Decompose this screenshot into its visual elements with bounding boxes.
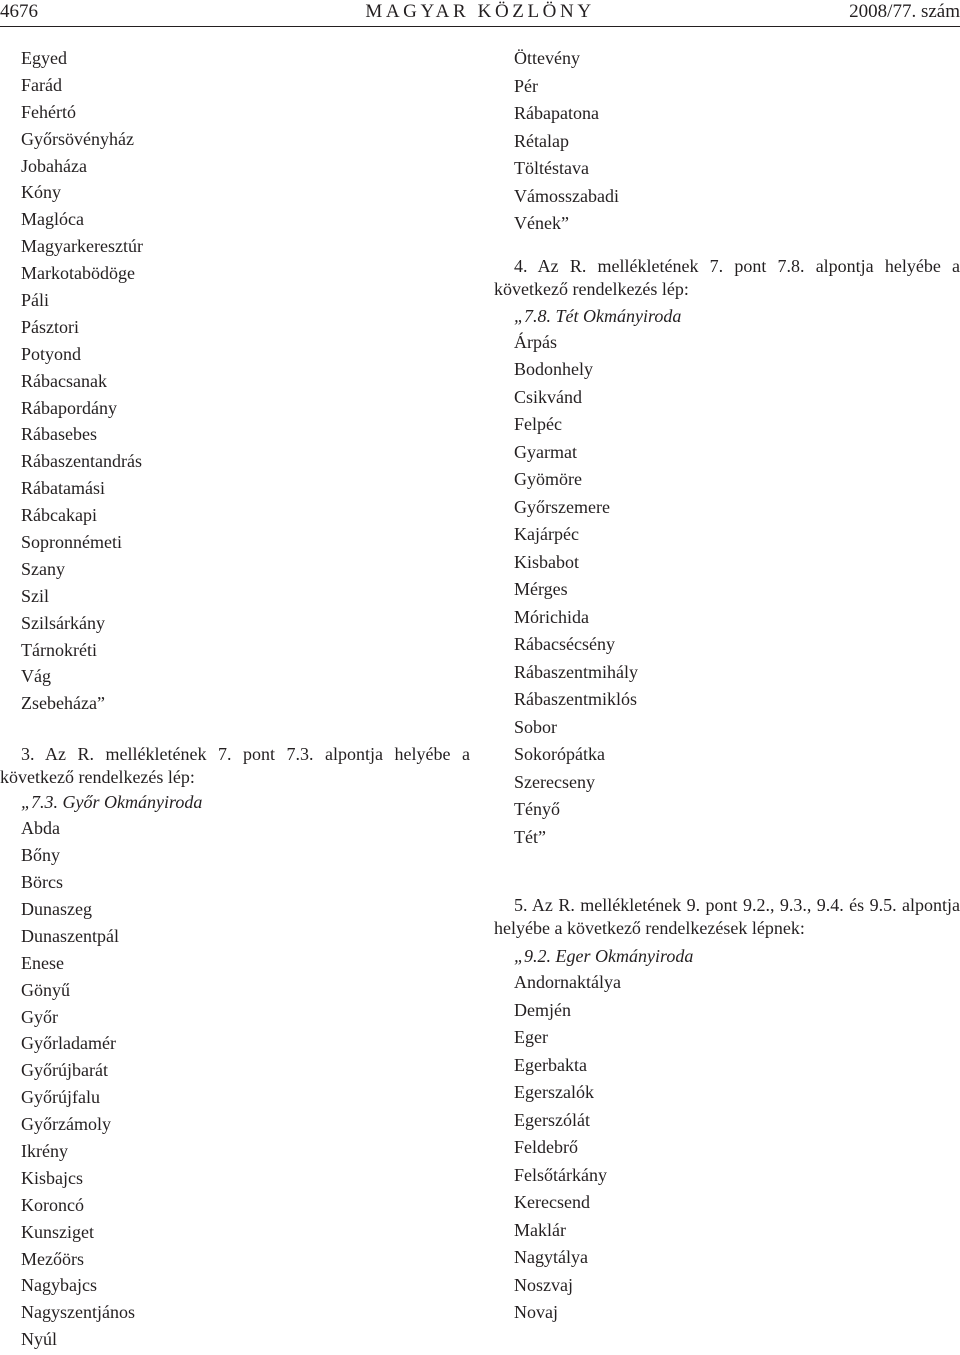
settlement-item: Rábcakapi [21, 505, 97, 526]
settlement-list [494, 329, 960, 852]
settlement-item: Öttevény [514, 48, 580, 68]
settlement-item: Jobaháza [21, 155, 87, 176]
settlement-item: Töltéstava [514, 158, 589, 178]
settlement-item: Tét” [514, 826, 546, 847]
amendment-paragraph-5: 5. Az R. mellékletének 9. pont 9.2., 9.3., 9.4. és 9.5. alpontja helyébe a következő rendelkezések lépnek: [494, 895, 960, 938]
settlement-item: Fehértó [21, 101, 76, 122]
settlement-item: Kisbabot [514, 551, 579, 572]
settlement-item: Vének” [514, 213, 569, 233]
settlement-item: Kajárpéc [514, 524, 579, 544]
settlement-item: Tényő [514, 799, 560, 819]
settlement-item: Pér [514, 75, 538, 96]
settlement-item: Kóny [21, 182, 61, 203]
settlement-item: Nagyszentjános [21, 1302, 135, 1323]
settlement-item: Sobor [514, 716, 558, 737]
settlement-item: Pásztori [21, 316, 79, 337]
settlement-item: Győrújfalu [21, 1087, 100, 1108]
settlement-item: Demjén [514, 999, 571, 1020]
settlement-item: Győr [21, 1006, 58, 1027]
settlement-item: Nagybajcs [21, 1275, 97, 1296]
settlement-item: Gönyű [21, 979, 70, 1000]
settlement-item: Ikrény [21, 1140, 68, 1161]
settlement-item: Szilsárkány [21, 612, 105, 633]
office-heading-eger: „9.2. Eger Okmányiroda [514, 946, 694, 966]
office-heading-gyor: „7.3. Győr Okmányiroda [21, 792, 203, 813]
left-column [0, 45, 470, 1353]
settlement-list [494, 45, 960, 238]
settlement-item: Noszvaj [514, 1274, 573, 1295]
settlement-item: Farád [21, 74, 62, 95]
settlement-item: Rábaszentmiklós [514, 689, 637, 709]
amendment-paragraph-4: 4. Az R. mellékletének 7. pont 7.8. alpontja helyébe a következő rendelkezés lép: [494, 255, 960, 299]
settlement-item: Rábasebes [21, 424, 97, 445]
settlement-item: Abda [21, 818, 60, 839]
settlement-list [0, 815, 470, 1353]
settlement-item: Tárnokréti [21, 639, 97, 660]
settlement-item: Kisbajcs [21, 1167, 83, 1188]
settlement-item: Potyond [21, 343, 82, 364]
settlement-item: Dunaszeg [21, 898, 92, 919]
settlement-item: Maklár [514, 1219, 566, 1240]
page-number: 4676 [0, 1, 38, 22]
settlement-item: Vámosszabadi [514, 185, 619, 206]
settlement-item: Győrszemere [514, 496, 610, 517]
settlement-item: Bőny [21, 845, 61, 866]
right-column [494, 45, 960, 1327]
settlement-item: Sokorópátka [514, 744, 605, 764]
settlement-item: Gyömöre [514, 469, 582, 489]
settlement-item: Feldebrő [514, 1137, 578, 1157]
page-header [0, 0, 960, 27]
settlement-item: Felsőtárkány [514, 1164, 607, 1185]
settlement-item: Győrújbarát [21, 1060, 108, 1081]
settlement-item: Börcs [21, 872, 63, 893]
office-heading-tet: „7.8. Tét Okmányiroda [514, 305, 682, 326]
settlement-item: Felpéc [514, 414, 562, 434]
settlement-item: Nyúl [21, 1329, 57, 1350]
settlement-item: Maglóca [21, 209, 84, 230]
settlement-item: Szerecseny [514, 771, 595, 792]
settlement-item: Egyed [21, 48, 67, 68]
settlement-item: Csikvánd [514, 386, 583, 407]
settlement-item: Kunsziget [21, 1221, 94, 1242]
settlement-item: Rétalap [514, 130, 569, 151]
settlement-item: Mérges [514, 579, 568, 599]
settlement-item: Vág [21, 666, 51, 687]
settlement-item: Nagytálya [514, 1247, 588, 1267]
settlement-item: Szil [21, 585, 50, 606]
settlement-item: Novaj [514, 1302, 558, 1322]
settlement-item: Győrladamér [21, 1033, 116, 1054]
settlement-item: Rábacsanak [21, 370, 107, 391]
settlement-item: Rábaszentandrás [21, 451, 142, 472]
settlement-item: Győrsövényház [21, 128, 134, 149]
settlement-item: Egerszalók [514, 1082, 594, 1102]
settlement-item: Gyarmat [514, 441, 577, 462]
settlement-item: Mezőörs [21, 1248, 84, 1269]
settlement-item: Markotabödöge [21, 263, 135, 284]
amendment-paragraph-3: 3. Az R. mellékletének 7. pont 7.3. alpontja helyébe a következő rendelkezés lép: [0, 744, 470, 788]
settlement-item: Rábatamási [21, 478, 105, 499]
settlement-item: Andornaktálya [514, 972, 621, 992]
settlement-item: Rábacsécsény [514, 634, 615, 654]
settlement-item: Bodonhely [514, 359, 593, 379]
settlement-list [494, 969, 960, 1327]
settlement-item: Koroncó [21, 1194, 84, 1215]
settlement-item: Magyarkeresztúr [21, 236, 143, 257]
journal-title: MAGYAR KÖZLÖNY [365, 1, 595, 22]
issue-number: 2008/77. szám [849, 1, 960, 22]
settlement-item: Egerszólát [514, 1109, 590, 1130]
settlement-item: Szany [21, 558, 65, 579]
settlement-item: Enese [21, 952, 64, 973]
settlement-item: Rábapordány [21, 397, 117, 418]
settlement-item: Zsebeháza” [21, 693, 105, 714]
settlement-item: Páli [21, 290, 50, 311]
settlement-item: Dunaszentpál [21, 925, 119, 946]
settlement-item: Mórichida [514, 606, 589, 627]
settlement-item: Sopronnémeti [21, 532, 122, 553]
settlement-list [0, 45, 470, 717]
settlement-item: Eger [514, 1027, 548, 1047]
settlement-item: Győrzámoly [21, 1114, 111, 1135]
settlement-item: Árpás [514, 331, 557, 352]
settlement-item: Kerecsend [514, 1192, 590, 1212]
settlement-item: Rábaszentmihály [514, 661, 638, 682]
settlement-item: Rábapatona [514, 103, 599, 123]
settlement-item: Egerbakta [514, 1054, 587, 1075]
